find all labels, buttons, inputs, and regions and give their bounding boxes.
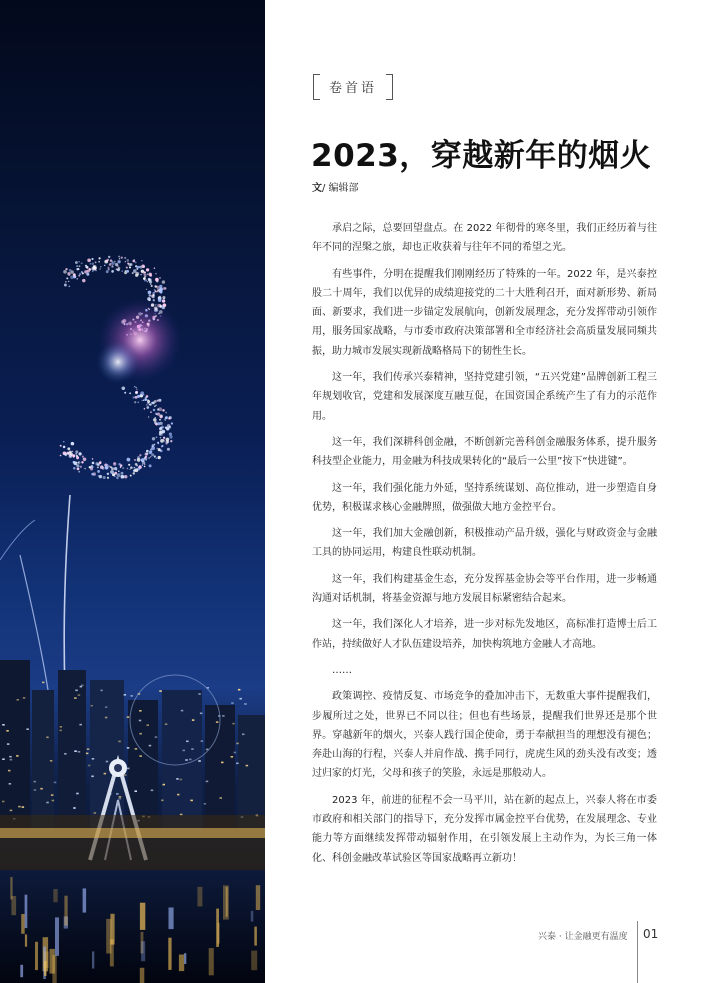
paragraph: 这一年，我们构建基金生态，充分发挥基金协会等平台作用，进一步畅通沟通对话机制，将基金资源与地方发展目标紧密结合起来。 bbox=[312, 573, 657, 605]
city-skyline bbox=[0, 660, 265, 830]
article-title: 2023，穿越新年的烟火 bbox=[311, 138, 652, 174]
byline-author: / 编辑部 bbox=[322, 183, 359, 194]
column-tag-label: 卷首语 bbox=[328, 81, 377, 96]
article-body bbox=[312, 219, 657, 875]
firework-streak bbox=[0, 520, 35, 560]
byline bbox=[312, 179, 359, 194]
page-number: 01 bbox=[643, 927, 659, 941]
paragraph: 这一年，我们传承兴泰精神，坚持党建引领，“五兴党建”品牌创新工程三年规划收官，党建和发展深度互融互促，在国资国企系统产生了有力的示范作用。 bbox=[312, 372, 657, 422]
footer-divider bbox=[637, 921, 638, 983]
paragraph: 这一年，我们强化能力外延，坚持系统谋划、高位推动，进一步塑造自身优势，积极谋求核心金融牌照，做强做大地方金控平台。 bbox=[312, 482, 657, 513]
column-tag bbox=[313, 74, 393, 98]
footer-slogan: 兴泰 · 让金融更有温度 bbox=[538, 932, 628, 942]
firework-burst-small bbox=[96, 340, 140, 384]
paragraph: 2023 年，前进的征程不会一马平川，站在新的起点上，兴泰人将在市委市政府和相关部门的指导下，充分发挥市属金控平台优势，在发展理念、专业能力等方面继续发挥带动辐射作用，在引领发展上主动作为，为长三角一体化、科创金融改革试验区等国家战略再立新功！ bbox=[312, 794, 657, 864]
paragraph: 这一年，我们深化人才培养，进一步对标先发地区，高标准打造博士后工作站，持续做好人才队伍建设培养，加快构筑地方金融人才高地。 bbox=[312, 619, 657, 650]
byline-prefix: 文 bbox=[312, 183, 322, 194]
paragraph: 有些事件，分明在提醒我们刚刚经历了特殊的一年。2022 年，是兴泰控股二十周年，我们以优异的成绩迎接党的二十大胜利召开，面对新形势、新局面、新要求，我们进一步锚定发展航向，创新发展理念，充分发挥带动引领作用，服务国家战略，与市委市政府决策部署和全市经济社会高质量发展同频共振，助力城市发展实现新战略格局下的韧性生长。 bbox=[312, 268, 657, 357]
photo-canvas bbox=[0, 0, 265, 983]
paragraph: 政策调控、疫情反复、市场竞争的叠加冲击下，无数重大事件提醒我们，步履所过之处，世界已不同以往；但也有些场景，提醒我们世界还是那个世界。穿越新年的烟火，兴泰人践行国企使命，勇于奉献担当的理想没有褪色；奔赴山海的行程，兴泰人并肩作战、携手同行，虎虎生风的劲头没有改变；透过归家的灯光，父母和孩子的笑脸，永远是那般动人。 bbox=[312, 691, 657, 780]
waterfront-glow bbox=[0, 828, 265, 838]
firework-streak bbox=[64, 495, 70, 690]
paragraph: 承启之际，总要回望盘点。在 2022 年彻骨的寒冬里，我们正经历着与往年不同的涅槃之旅，却也正收获着与往年不同的希望之光。 bbox=[312, 223, 657, 254]
fireworks-cityscape-photo bbox=[0, 0, 265, 983]
waterfront-lights bbox=[0, 815, 265, 870]
ellipsis: …… bbox=[332, 664, 352, 676]
paragraph: 这一年，我们深耕科创金融，不断创新完善科创金融服务体系，提升服务科技型企业能力，用金融为科技成果转化的“最后一公里”按下“快进键”。 bbox=[312, 436, 657, 468]
paragraph: 这一年，我们加大金融创新，积极推动产品升级，强化与财政资金与金融工具的协同运用，构建良性联动机制。 bbox=[312, 528, 657, 559]
